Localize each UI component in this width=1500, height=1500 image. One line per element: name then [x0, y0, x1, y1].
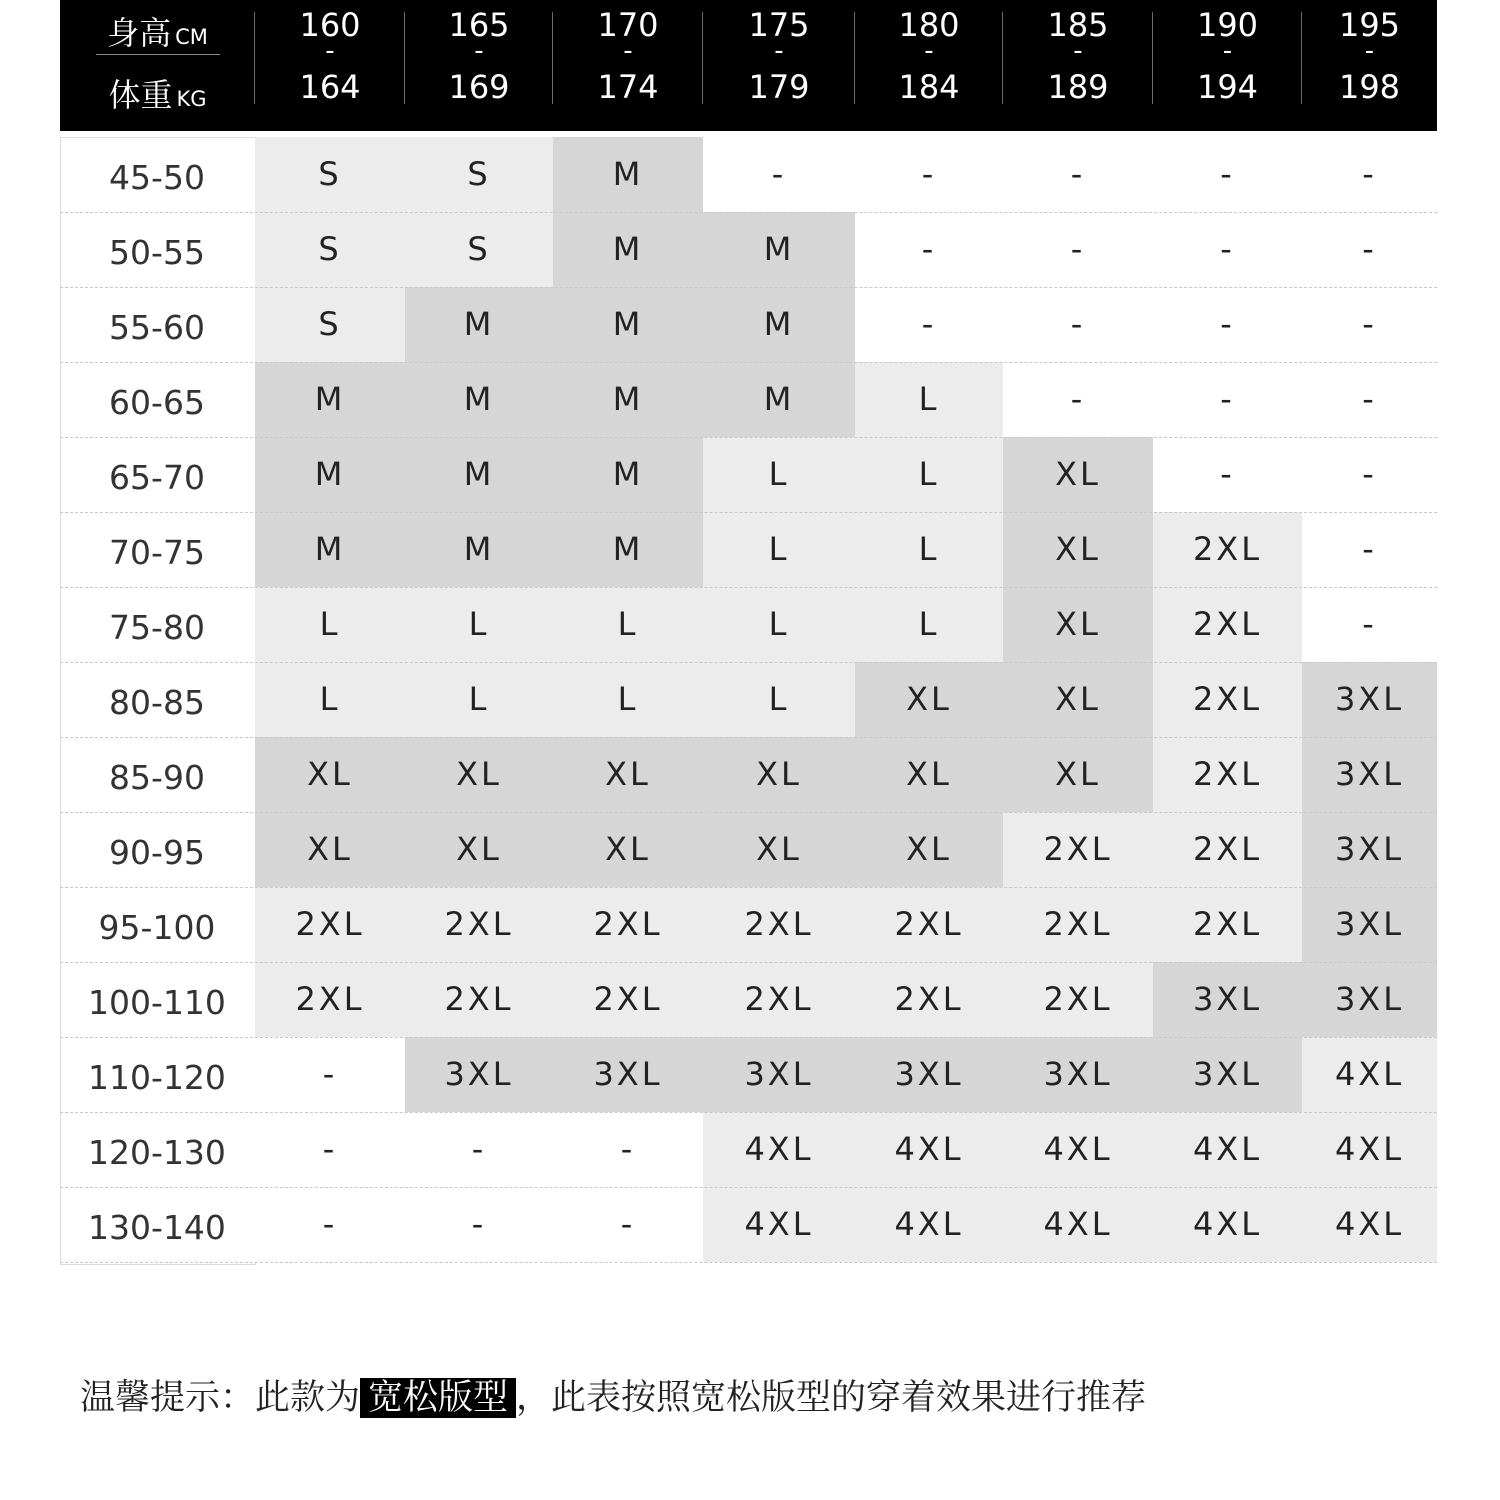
size-cell: L [855, 587, 1003, 662]
row-divider [60, 962, 1437, 963]
size-cell: 2XL [553, 962, 703, 1037]
size-cell: 2XL [1153, 887, 1302, 962]
size-cell: 2XL [1153, 662, 1302, 737]
size-cell: 2XL [1003, 812, 1153, 887]
row-divider [60, 1262, 1437, 1263]
size-cell: - [1153, 137, 1302, 212]
size-cell: XL [1003, 437, 1153, 512]
height-range-from: 195 [1338, 6, 1401, 44]
size-cell: L [855, 437, 1003, 512]
size-cell: 3XL [1302, 737, 1437, 812]
size-cell: XL [703, 812, 855, 887]
size-cell: 4XL [1302, 1037, 1437, 1112]
size-cell: 2XL [405, 887, 553, 962]
tip-note [80, 1370, 1146, 1420]
weight-unit: KG [176, 87, 207, 111]
height-column-header [1153, 0, 1302, 131]
size-cell: - [1302, 362, 1437, 437]
weight-range-label: 90-95 [109, 833, 205, 872]
size-cell: XL [405, 737, 553, 812]
size-cell: XL [855, 737, 1003, 812]
size-cell: M [553, 287, 703, 362]
size-cell: L [255, 662, 405, 737]
size-cell: 3XL [1302, 662, 1437, 737]
size-cell: S [255, 212, 405, 287]
size-cell: M [405, 287, 553, 362]
size-cell: M [255, 512, 405, 587]
size-cell: 3XL [1302, 812, 1437, 887]
height-range-to: 189 [1047, 68, 1109, 106]
weight-range-label: 120-130 [88, 1133, 226, 1172]
height-column-header [553, 0, 703, 131]
height-range-from: 170 [597, 6, 659, 44]
size-cell: - [703, 137, 855, 212]
weight-range-label: 110-120 [88, 1058, 226, 1097]
size-cell: - [1153, 362, 1302, 437]
size-cell: XL [255, 737, 405, 812]
size-cell: 2XL [703, 887, 855, 962]
size-cell: 2XL [1003, 887, 1153, 962]
size-cell: L [703, 662, 855, 737]
size-cell: 2XL [405, 962, 553, 1037]
size-cell: XL [703, 737, 855, 812]
size-cell: 3XL [1302, 962, 1437, 1037]
size-cell: M [703, 362, 855, 437]
weight-range-label: 75-80 [109, 608, 205, 647]
size-cell: L [553, 587, 703, 662]
size-cell: L [405, 587, 553, 662]
height-range-to: 179 [748, 68, 810, 106]
size-cell: XL [553, 737, 703, 812]
size-cell: - [1003, 212, 1153, 287]
height-axis-label [60, 8, 255, 54]
row-divider [60, 287, 1437, 288]
weight-range-label: 45-50 [109, 158, 205, 197]
size-cell: S [255, 287, 405, 362]
row-divider [60, 662, 1437, 663]
size-cell: - [1003, 287, 1153, 362]
height-column-header [703, 0, 855, 131]
header-corner [60, 0, 255, 131]
size-cell: 4XL [855, 1112, 1003, 1187]
row-divider [60, 512, 1437, 513]
height-column-header [1003, 0, 1153, 131]
size-cell: M [553, 512, 703, 587]
height-range-to: 169 [448, 68, 510, 106]
row-divider [60, 1112, 1437, 1113]
row-divider [60, 1187, 1437, 1188]
size-cell: - [255, 1037, 405, 1112]
size-cell: XL [1003, 662, 1153, 737]
size-cell: - [1302, 137, 1437, 212]
size-cell: 2XL [1003, 962, 1153, 1037]
height-column-header [855, 0, 1003, 131]
row-divider [60, 812, 1437, 813]
height-column-header [1302, 0, 1437, 131]
size-cell: 3XL [1153, 1037, 1302, 1112]
weight-range-label: 55-60 [109, 308, 205, 347]
row-divider [60, 887, 1437, 888]
size-cell: 4XL [1302, 1112, 1437, 1187]
height-range-from: 165 [448, 6, 510, 44]
weight-range-label: 70-75 [109, 533, 205, 572]
size-cell: M [405, 512, 553, 587]
height-range-dash: - [325, 36, 335, 66]
size-cell: XL [255, 812, 405, 887]
height-range-from: 190 [1196, 6, 1259, 44]
size-cell: S [255, 137, 405, 212]
size-cell: 4XL [1003, 1112, 1153, 1187]
size-cell: 3XL [855, 1037, 1003, 1112]
size-cell: M [553, 437, 703, 512]
size-cell: 2XL [855, 887, 1003, 962]
row-divider [60, 587, 1437, 588]
size-cell: - [1153, 437, 1302, 512]
size-cell: 2XL [1153, 512, 1302, 587]
size-cell: 3XL [1153, 962, 1302, 1037]
size-cell: XL [1003, 737, 1153, 812]
size-cell: 2XL [703, 962, 855, 1037]
size-cell: - [1003, 362, 1153, 437]
size-cell: 3XL [405, 1037, 553, 1112]
size-cell: - [1302, 212, 1437, 287]
tip-highlight: 宽松版型 [360, 1378, 516, 1418]
corner-divider [96, 54, 220, 55]
size-cell: XL [1003, 587, 1153, 662]
tip-suffix: ，此表按照宽松版型的穿着效果进行推荐 [516, 1378, 1147, 1418]
weight-range-label: 60-65 [109, 383, 205, 422]
size-cell: - [553, 1187, 703, 1262]
weight-label: 体重 [108, 76, 173, 114]
size-cell: - [855, 137, 1003, 212]
height-column-header [255, 0, 405, 131]
size-cell: - [255, 1187, 405, 1262]
size-cell: - [1302, 437, 1437, 512]
size-cell: - [1302, 512, 1437, 587]
row-divider [60, 437, 1437, 438]
height-range-to: 164 [299, 68, 361, 106]
weight-range-label: 85-90 [109, 758, 205, 797]
size-cell: L [855, 512, 1003, 587]
size-cell: - [1153, 212, 1302, 287]
size-cell: L [405, 662, 553, 737]
size-cell: 4XL [703, 1187, 855, 1262]
size-cell: XL [405, 812, 553, 887]
size-cell: L [255, 587, 405, 662]
weight-range-label: 95-100 [98, 908, 216, 947]
size-cell: 4XL [1153, 1112, 1302, 1187]
size-cell: M [553, 137, 703, 212]
size-cell: XL [1003, 512, 1153, 587]
size-cell: - [255, 1112, 405, 1187]
height-range-dash: - [474, 36, 484, 66]
height-range-dash: - [1073, 36, 1083, 66]
weight-range-label: 80-85 [109, 683, 205, 722]
height-range-to: 198 [1338, 68, 1401, 106]
size-cell: M [255, 437, 405, 512]
height-range-dash: - [924, 36, 934, 66]
height-range-from: 180 [898, 6, 960, 44]
size-cell: L [703, 437, 855, 512]
size-cell: - [1302, 587, 1437, 662]
height-range-to: 194 [1196, 68, 1259, 106]
size-cell: - [405, 1112, 553, 1187]
size-cell: - [1003, 137, 1153, 212]
height-column-header [405, 0, 553, 131]
size-cell: S [405, 212, 553, 287]
size-cell: - [855, 287, 1003, 362]
size-cell: M [255, 362, 405, 437]
row-divider [60, 737, 1437, 738]
size-cell: M [553, 212, 703, 287]
size-cell: XL [855, 812, 1003, 887]
height-unit: CM [175, 25, 208, 49]
size-cell: M [553, 362, 703, 437]
height-range-from: 175 [748, 6, 810, 44]
size-cell: 3XL [703, 1037, 855, 1112]
size-cell: M [405, 362, 553, 437]
size-cell: XL [553, 812, 703, 887]
row-divider [60, 1037, 1437, 1038]
height-range-dash: - [1222, 36, 1233, 66]
size-cell: 3XL [553, 1037, 703, 1112]
size-cell: L [703, 512, 855, 587]
size-cell: L [855, 362, 1003, 437]
size-cell: 2XL [553, 887, 703, 962]
size-chart-header [60, 0, 1437, 131]
size-cell: - [855, 212, 1003, 287]
size-cell: - [1153, 287, 1302, 362]
weight-axis-label [60, 70, 255, 116]
size-cell: 4XL [703, 1112, 855, 1187]
tip-prefix: 温馨提示：此款为 [80, 1378, 361, 1418]
size-cell: 4XL [1003, 1187, 1153, 1262]
row-divider [60, 212, 1437, 213]
size-cell: - [553, 1112, 703, 1187]
height-range-from: 160 [299, 6, 361, 44]
size-cell: M [703, 287, 855, 362]
height-label: 身高 [107, 14, 172, 52]
size-cell: S [405, 137, 553, 212]
weight-range-label: 100-110 [88, 983, 226, 1022]
height-range-dash: - [774, 36, 784, 66]
size-cell: 2XL [1153, 587, 1302, 662]
height-range-dash: - [1364, 36, 1375, 66]
size-cell: 3XL [1003, 1037, 1153, 1112]
height-range-dash: - [623, 36, 633, 66]
height-range-to: 184 [898, 68, 960, 106]
weight-range-label: 130-140 [88, 1208, 226, 1247]
size-cell: - [405, 1187, 553, 1262]
size-cell: M [405, 437, 553, 512]
height-range-from: 185 [1047, 6, 1109, 44]
row-divider [60, 362, 1437, 363]
size-cell: L [553, 662, 703, 737]
size-cell: 4XL [1302, 1187, 1437, 1262]
size-cell: M [703, 212, 855, 287]
size-cell: 2XL [255, 962, 405, 1037]
weight-range-label: 50-55 [109, 233, 205, 272]
size-cell: 2XL [1153, 812, 1302, 887]
size-cell: 3XL [1302, 887, 1437, 962]
size-cell: 4XL [1153, 1187, 1302, 1262]
size-cell: 2XL [1153, 737, 1302, 812]
size-cell: XL [855, 662, 1003, 737]
size-cell: 2XL [855, 962, 1003, 1037]
weight-range-label: 65-70 [109, 458, 205, 497]
size-cell: L [703, 587, 855, 662]
height-range-to: 174 [597, 68, 659, 106]
size-cell: 4XL [855, 1187, 1003, 1262]
size-cell: - [1302, 287, 1437, 362]
size-cell: 2XL [255, 887, 405, 962]
